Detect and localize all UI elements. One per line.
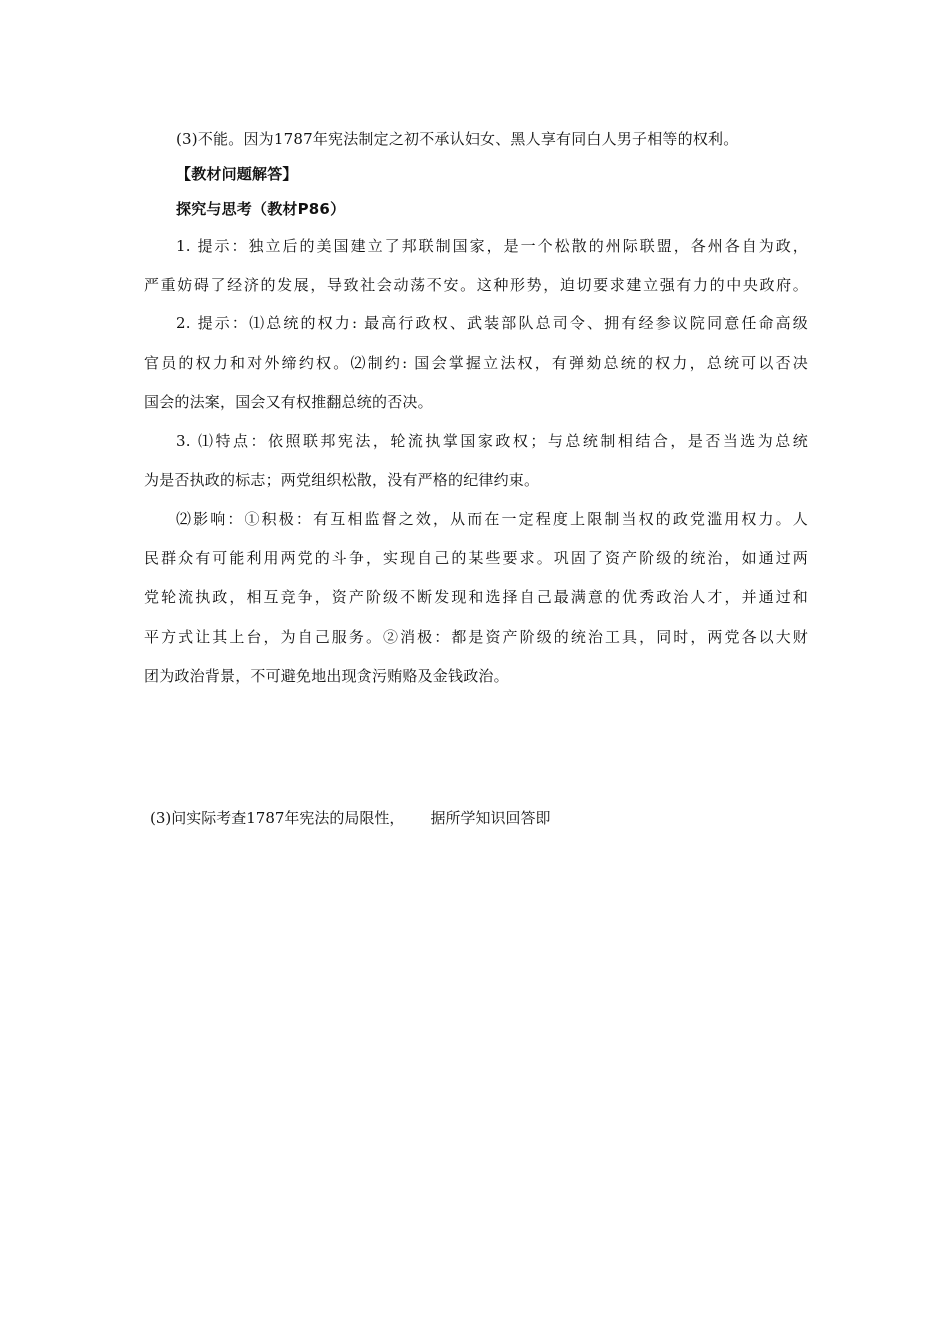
answer-3-line: (3)不能。因为1787年宪法制定之初不承认妇女、黑人享有同白人男子相等的权利。 bbox=[176, 130, 739, 148]
answer-2-line-3: 国会的法案，国会又有权推翻总统的否决。 bbox=[144, 393, 433, 411]
answer-3-line-5: 党轮流执政，相互竞争，资产阶级不断发现和选择自己最满意的优秀政治人才，并通过和 bbox=[144, 588, 808, 606]
footnote-part-1: (3)问实际考查1787年宪法的局限性， bbox=[150, 809, 405, 827]
answer-3-line-1: 3. ⑴特点：依照联邦宪法，轮流执掌国家政权；与总统制相结合，是否当选为总统 bbox=[176, 432, 808, 450]
footnote-part-2: 据所学知识回答即 bbox=[430, 809, 551, 827]
section-heading: 【教材问题解答】 bbox=[176, 165, 298, 183]
answer-3-line-6: 平方式让其上台，为自己服务。②消极：都是资产阶级的统治工具，同时，两党各以大财 bbox=[144, 628, 808, 646]
answer-1-line-1: 1. 提示：独立后的美国建立了邦联制国家，是一个松散的州际联盟，各州各自为政， bbox=[176, 237, 808, 255]
answer-3-line-4: 民群众有可能利用两党的斗争，实现自己的某些要求。巩固了资产阶级的统治，如通过两 bbox=[144, 549, 808, 567]
answer-1-line-2: 严重妨碍了经济的发展，导致社会动荡不安。这种形势，迫切要求建立强有力的中央政府。 bbox=[144, 276, 808, 294]
answer-3-line-7: 团为政治背景，不可避免地出现贪污贿赂及金钱政治。 bbox=[144, 667, 509, 685]
answer-2-line-1: 2. 提示：⑴总统的权力: 最高行政权、武装部队总司令、拥有经参议院同意任命高级 bbox=[176, 314, 808, 332]
footnote bbox=[150, 808, 550, 828]
answer-3-line-3: ⑵影响：①积极：有互相监督之效，从而在一定程度上限制当权的政党滥用权力。人 bbox=[176, 510, 808, 528]
subsection-heading: 探究与思考（教材P86） bbox=[176, 200, 346, 218]
answer-2-line-2: 官员的权力和对外缔约权。⑵制约: 国会掌握立法权，有弹劾总统的权力，总统可以否决 bbox=[144, 354, 808, 372]
answer-3-line-2: 为是否执政的标志；两党组织松散，没有严格的纪律约束。 bbox=[144, 471, 540, 489]
